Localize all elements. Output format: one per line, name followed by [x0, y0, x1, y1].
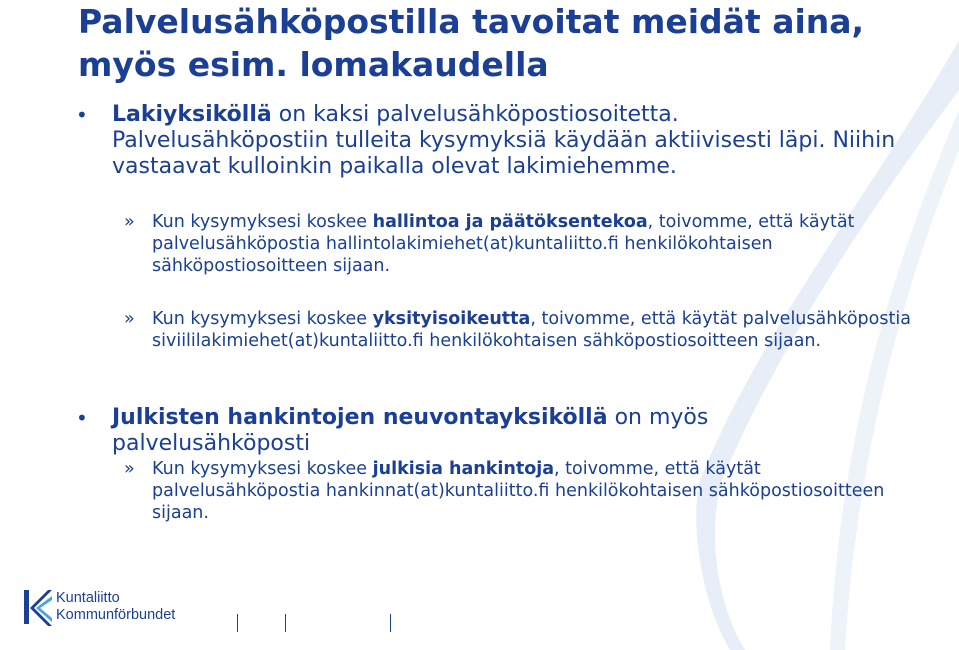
sub-bullet-bold: yksityisoikeutta [372, 309, 531, 329]
bullet-bold: Lakiyksiköllä [112, 102, 272, 127]
sub-bullet-hallinto [124, 211, 912, 277]
sub-bullet-julkiset-hankinnat [124, 458, 912, 524]
bullet-text: on kaksi palvelusähköpostiosoitetta. Palvelusähköpostiin tulleita kysymyksiä käydään aktiivisesti läpi. Niihin vastaavat kulloinkin paikalla olevat lakimiehemme. [112, 102, 896, 179]
logo-line-2: Kommunförbundet [56, 607, 176, 623]
sub-bullet-marker: » [124, 212, 135, 232]
kuntaliitto-logo-icon [22, 588, 54, 628]
bullet-text: on myös palvelusähköposti [112, 405, 709, 456]
sub-bullet-bold: julkisia hankintoja [372, 459, 555, 479]
bullet-hankinnat [76, 405, 902, 457]
footer-divider [390, 614, 391, 632]
sub-bullet-marker: » [124, 309, 135, 329]
sub-bullet-pre: Kun kysymyksesi koskee [152, 309, 373, 329]
bullet-marker: • [76, 406, 88, 430]
page-title: Palvelusähköpostilla tavoitat meidät aina, myös esim. lomakaudella [78, 2, 865, 84]
bullet-bold: Julkisten hankintojen neuvontayksiköllä [112, 405, 608, 430]
sub-bullet-marker: » [124, 459, 135, 479]
bullet-lakiyksikko [76, 102, 902, 180]
bullet-marker: • [76, 103, 88, 127]
logo-line-1: Kuntaliitto [56, 590, 120, 606]
sub-bullet-post: , toivomme, että käytät palvelusähköpostia hallintolakimiehet(at)kuntaliitto.fi henkilökohtaisen sähköpostiosoitteen sijaan. [152, 212, 855, 276]
sub-bullet-pre: Kun kysymyksesi koskee [152, 459, 373, 479]
kuntaliitto-logo [22, 586, 222, 636]
sub-bullet-post: , toivomme, että käytät palvelusähköpostia siviililakimiehet(at)kuntaliitto.fi henkilökohtaisen sähköpostiosoitteen sijaan. [152, 309, 911, 351]
sub-bullet-bold: hallintoa ja päätöksentekoa [372, 212, 648, 232]
footer-divider [285, 614, 286, 632]
sub-bullet-yksityisoikeus [124, 308, 912, 352]
footer-divider [237, 614, 238, 632]
logo-text [56, 590, 175, 624]
sub-bullet-post: , toivomme, että käytät palvelusähköpostia hankinnat(at)kuntaliitto.fi henkilökohtaisen sähköpostiosoitteen sijaan. [152, 459, 885, 523]
sub-bullet-pre: Kun kysymyksesi koskee [152, 212, 373, 232]
